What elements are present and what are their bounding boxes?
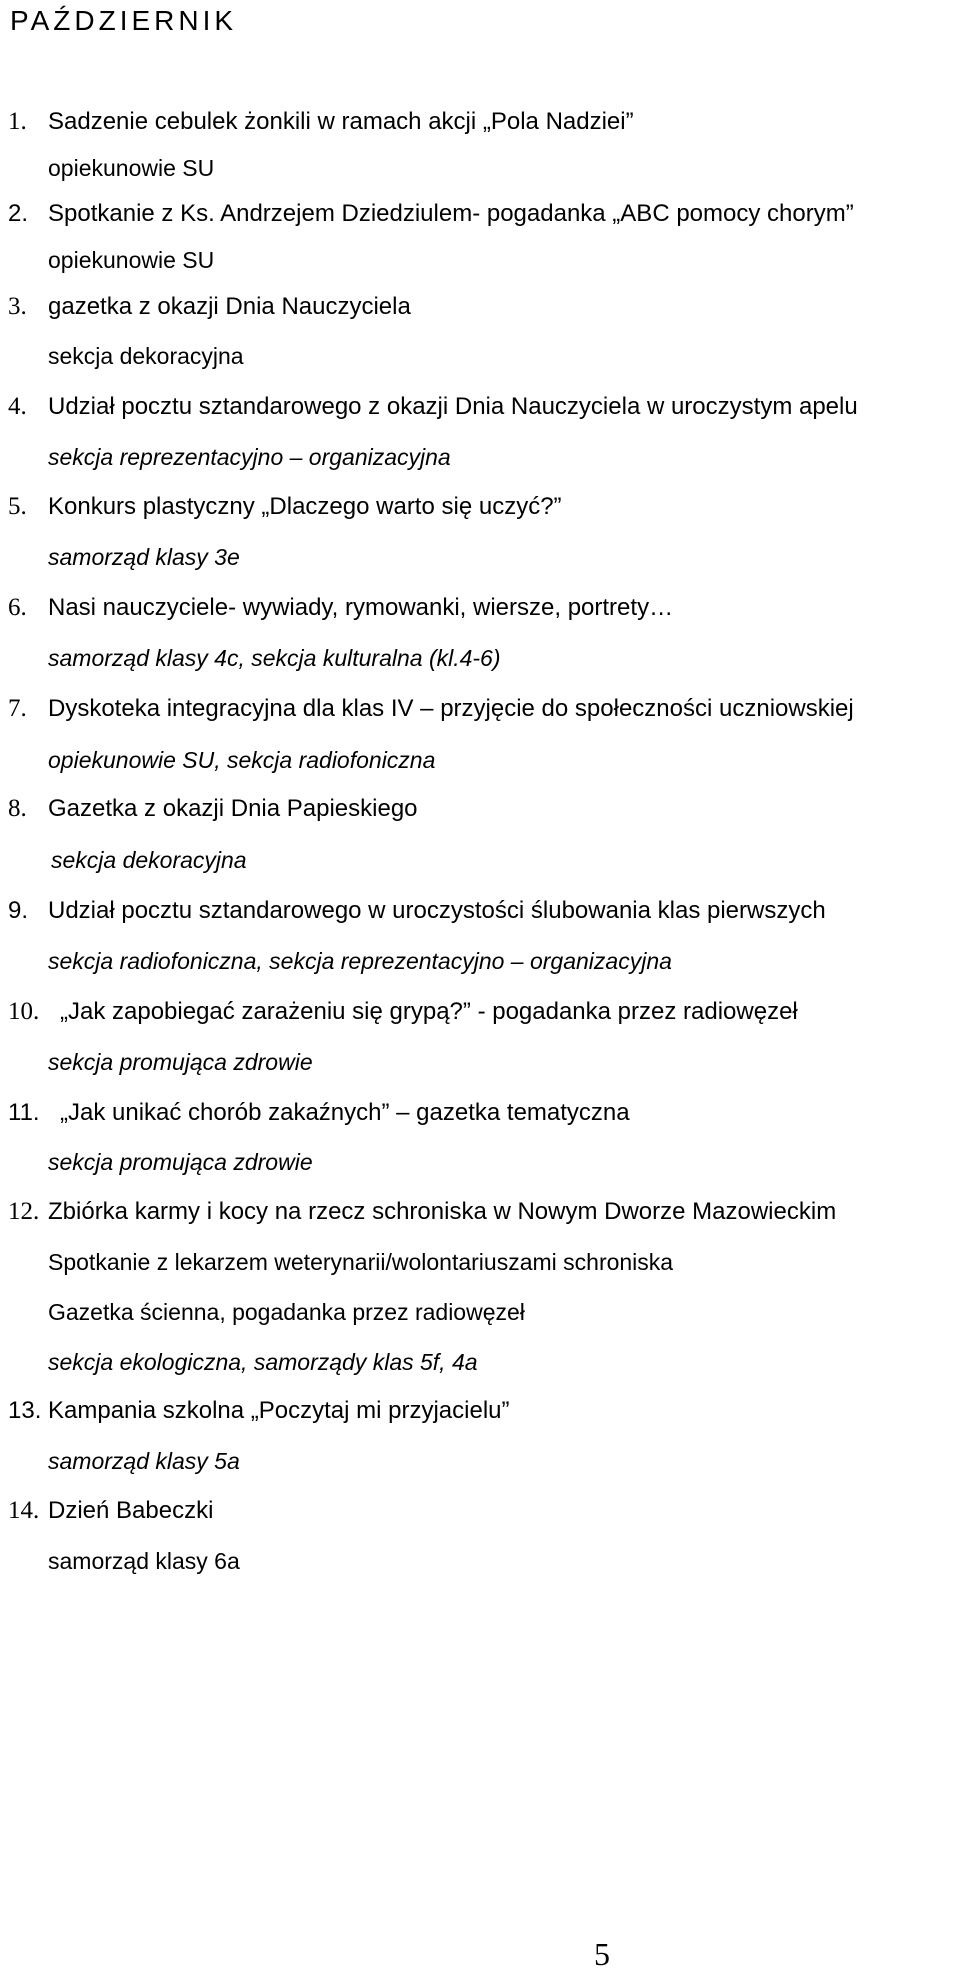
list-item [8, 198, 854, 230]
item-owner: samorząd klasy 4c, sekcja kulturalna (kl.4-6) [48, 645, 501, 671]
item-text: Dzień Babeczki [48, 1497, 214, 1524]
item-number: 14. [8, 1497, 40, 1524]
item-text: Gazetka z okazji Dnia Papieskiego [48, 795, 418, 822]
item-owner: opiekunowie SU, sekcja radiofoniczna [48, 747, 436, 773]
item-number: 11. [8, 1099, 40, 1126]
list-item [8, 793, 418, 825]
item-owner: samorząd klasy 3e [48, 544, 240, 570]
list-item [8, 391, 858, 423]
list-item [8, 491, 562, 523]
item-text: Udział pocztu sztandarowego w uroczystości ślubowania klas pierwszych [48, 897, 826, 924]
list-item [8, 996, 798, 1028]
item-owner: samorząd klasy 6a [48, 1548, 240, 1574]
item-text: gazetka z okazji Dnia Nauczyciela [48, 293, 411, 320]
item-number: 2. [8, 200, 29, 227]
item-number: 4. [8, 393, 27, 420]
item-owner: opiekunowie SU [48, 155, 215, 181]
item-text: Sadzenie cebulek żonkili w ramach akcji „Pola Nadziei” [48, 108, 634, 135]
item-owner: sekcja dekoracyjna [51, 847, 247, 873]
item-number: 10. [8, 998, 40, 1025]
list-item [8, 291, 411, 323]
item-text: Dyskoteka integracyjna dla klas IV – przyjęcie do społeczności uczniowskiej [48, 695, 854, 722]
item-owner: sekcja promująca zdrowie [48, 1149, 313, 1175]
item-text: „Jak unikać chorób zakaźnych” – gazetka tematyczna [60, 1099, 630, 1126]
item-number: 1. [8, 108, 27, 135]
item-owner: sekcja ekologiczna, samorządy klas 5f, 4a [48, 1349, 478, 1375]
item-number: 12. [8, 1198, 40, 1225]
item-text: Kampania szkolna „Poczytaj mi przyjacielu” [48, 1397, 510, 1424]
item-number: 9. [8, 897, 29, 924]
item-owner: sekcja promująca zdrowie [48, 1049, 313, 1075]
item-number: 5. [8, 493, 27, 520]
page-number: 5 [594, 1936, 610, 1972]
item-detail: Spotkanie z lekarzem weterynarii/wolontariuszami schroniska [48, 1249, 674, 1275]
list-item [8, 1196, 836, 1228]
item-owner: sekcja dekoracyjna [48, 343, 244, 369]
list-item [8, 106, 634, 138]
item-owner: sekcja reprezentacyjno – organizacyjna [48, 444, 451, 470]
item-text: Spotkanie z Ks. Andrzejem Dziedziulem- pogadanka „ABC pomocy chorym” [48, 200, 854, 227]
item-detail: Gazetka ścienna, pogadanka przez radiowęzeł [48, 1299, 525, 1325]
item-number: 8. [8, 795, 27, 822]
item-number: 7. [8, 695, 27, 722]
item-number: 3. [8, 293, 27, 320]
list-item [8, 592, 673, 624]
item-owner: opiekunowie SU [48, 247, 215, 273]
item-text: Udział pocztu sztandarowego z okazji Dnia Nauczyciela w uroczystym apelu [48, 393, 858, 420]
list-item [8, 895, 826, 927]
item-owner: sekcja radiofoniczna, sekcja reprezentacyjno – organizacyjna [48, 948, 672, 974]
page-title: PAŹDZIERNIK [10, 5, 238, 36]
item-text: Zbiórka karmy i kocy na rzecz schroniska w Nowym Dworze Mazowieckim [48, 1198, 837, 1225]
item-number: 6. [8, 594, 27, 621]
list-item [8, 1097, 630, 1129]
list-item [8, 1395, 510, 1427]
item-text: Nasi nauczyciele- wywiady, rymowanki, wiersze, portrety… [48, 594, 674, 621]
list-item [8, 1495, 213, 1527]
item-number: 13. [8, 1397, 42, 1424]
item-owner: samorząd klasy 5a [48, 1448, 240, 1474]
item-text: Konkurs plastyczny „Dlaczego warto się uczyć?” [48, 493, 562, 520]
item-text: „Jak zapobiegać zarażeniu się grypą?” - pogadanka przez radiowęzeł [60, 998, 798, 1025]
list-item [8, 693, 854, 725]
